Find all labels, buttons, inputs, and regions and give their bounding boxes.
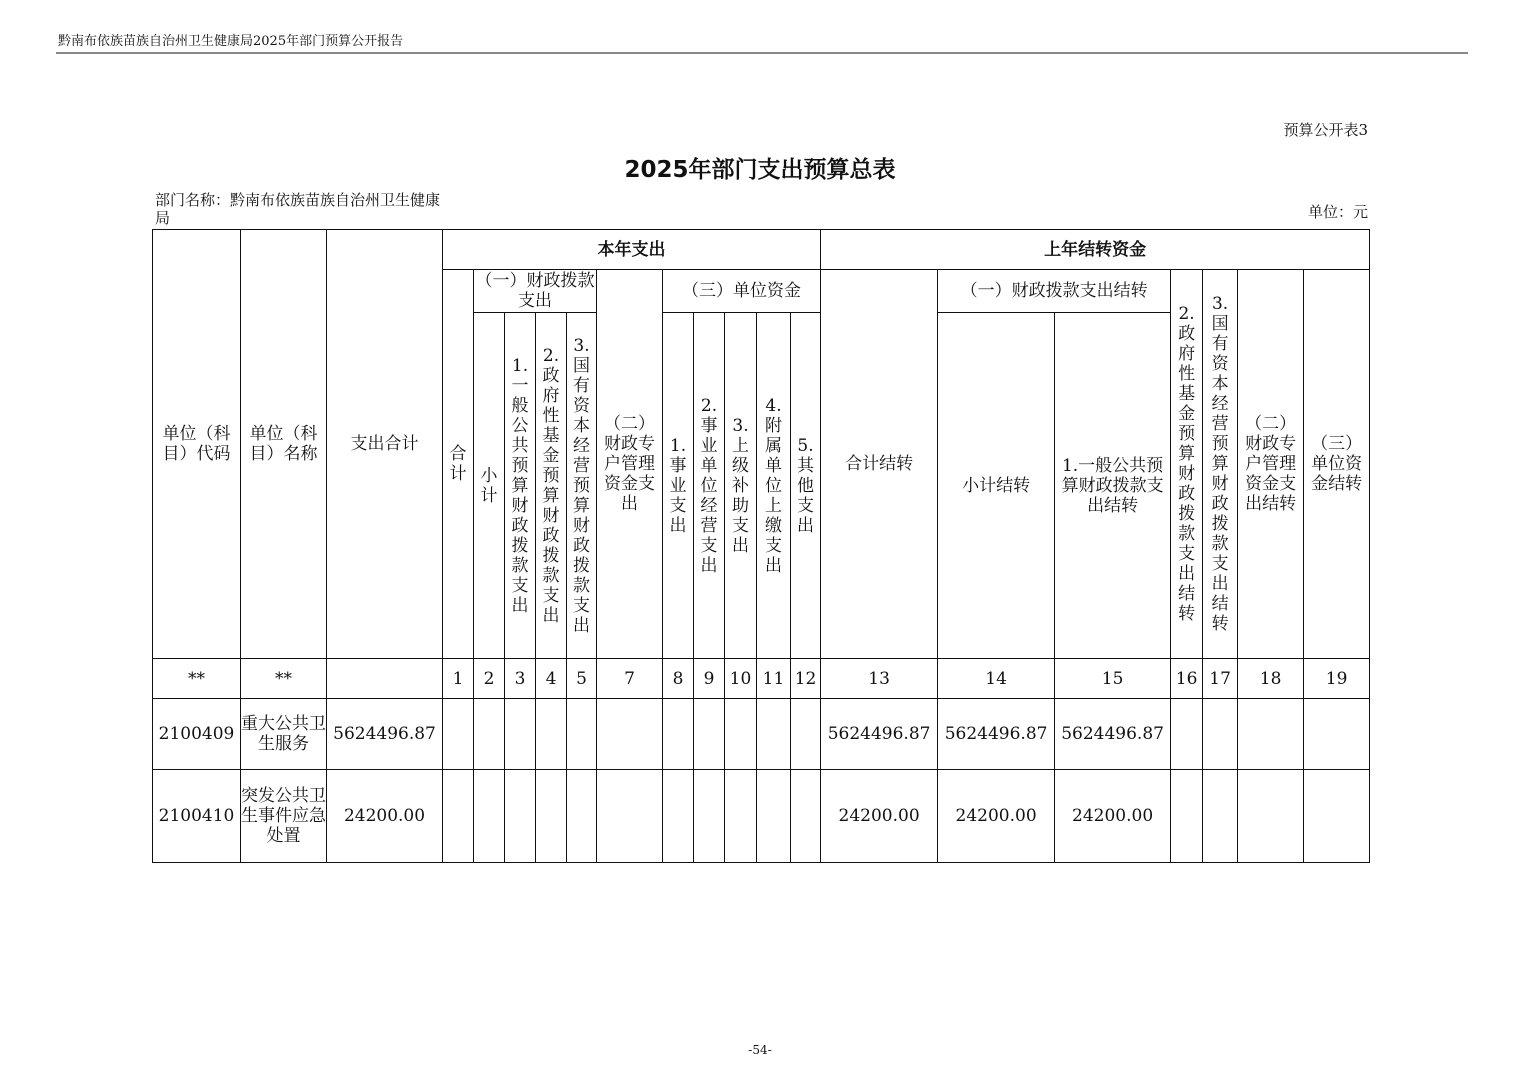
header-ty-unit: （三）单位资金 bbox=[663, 270, 821, 313]
header-u5: 5.其他支出 bbox=[791, 313, 821, 659]
header-u2: 2.事业单位经营支出 bbox=[694, 313, 725, 659]
department-name: 部门名称：黔南布依族苗族自治州卫生健康局 bbox=[155, 191, 441, 227]
index-cell: 4 bbox=[536, 659, 567, 699]
index-cell: 1 bbox=[443, 659, 474, 699]
index-cell: ** bbox=[241, 659, 327, 699]
header-ty-sub: 小计 bbox=[474, 313, 505, 659]
header-ly-gen: 1.一般公共预算财政拨款支出结转 bbox=[1055, 313, 1171, 659]
row-ly-sub: 5624496.87 bbox=[938, 699, 1055, 770]
page-title: 2025年部门支出预算总表 bbox=[624, 157, 896, 183]
index-cell: 3 bbox=[505, 659, 536, 699]
index-cell: 18 bbox=[1238, 659, 1304, 699]
index-cell: 12 bbox=[791, 659, 821, 699]
running-header: 黔南布依族苗族自治州卫生健康局2025年部门预算公开报告 bbox=[58, 34, 404, 49]
table-row bbox=[153, 699, 1370, 770]
row-total: 24200.00 bbox=[327, 770, 443, 863]
index-cell: 9 bbox=[694, 659, 725, 699]
header-u3: 3.上级补助支出 bbox=[725, 313, 757, 659]
header-total: 支出合计 bbox=[327, 230, 443, 659]
row-total: 5624496.87 bbox=[327, 699, 443, 770]
index-cell: 2 bbox=[474, 659, 505, 699]
index-cell: 5 bbox=[567, 659, 597, 699]
index-cell: ** bbox=[153, 659, 241, 699]
header-ty-gen: 1.一般公共预算财政拨款支出 bbox=[505, 313, 536, 659]
index-cell: 19 bbox=[1304, 659, 1370, 699]
header-ly-sub: 小计结转 bbox=[938, 313, 1055, 659]
header-this-year: 本年支出 bbox=[443, 230, 821, 270]
row-ly-gen: 24200.00 bbox=[1055, 770, 1171, 863]
row-ly-gen: 5624496.87 bbox=[1055, 699, 1171, 770]
header-ty-gov: 2.政府性基金预算财政拨款支出 bbox=[536, 313, 567, 659]
index-cell bbox=[327, 659, 443, 699]
row-ly-total: 5624496.87 bbox=[821, 699, 938, 770]
header-rule bbox=[56, 52, 1468, 54]
header-u4: 4.附属单位上缴支出 bbox=[757, 313, 791, 659]
index-cell: 8 bbox=[663, 659, 694, 699]
row-ly-total: 24200.00 bbox=[821, 770, 938, 863]
header-ly-soe: 3.国有资本经营预算财政拨款支出结转 bbox=[1203, 270, 1238, 659]
header-ty-fin: （一）财政拨款支出 bbox=[475, 271, 595, 311]
header-name: 单位（科目）名称 bbox=[241, 230, 327, 659]
index-cell: 14 bbox=[938, 659, 1055, 699]
row-code: 2100409 bbox=[153, 699, 241, 770]
index-cell: 17 bbox=[1203, 659, 1238, 699]
index-cell: 10 bbox=[725, 659, 757, 699]
header-code: 单位（科目）代码 bbox=[153, 230, 241, 659]
header-ty-total: 合计 bbox=[443, 270, 474, 659]
row-name: 突发公共卫生事件应急处置 bbox=[241, 770, 327, 863]
index-cell: 7 bbox=[597, 659, 663, 699]
index-cell: 16 bbox=[1171, 659, 1203, 699]
header-ly-gov: 2.政府性基金预算财政拨款支出结转 bbox=[1171, 270, 1203, 659]
unit-label: 单位：元 bbox=[1307, 203, 1368, 221]
header-ly-fin: （一）财政拨款支出结转 bbox=[938, 270, 1171, 313]
table-row bbox=[153, 770, 1370, 863]
index-cell: 11 bbox=[757, 659, 791, 699]
row-ly-sub: 24200.00 bbox=[938, 770, 1055, 863]
index-row bbox=[153, 659, 1370, 699]
row-code: 2100410 bbox=[153, 770, 241, 863]
header-ty-soe: 3.国有资本经营预算财政拨款支出 bbox=[567, 313, 597, 659]
header-ly-unit: （三）单位资金结转 bbox=[1304, 270, 1370, 659]
index-cell: 13 bbox=[821, 659, 938, 699]
page-number: -54- bbox=[748, 1043, 772, 1057]
row-name: 重大公共卫生服务 bbox=[241, 699, 327, 770]
header-ly-special: （二）财政专户管理资金支出结转 bbox=[1238, 270, 1304, 659]
header-last-year: 上年结转资金 bbox=[821, 230, 1370, 270]
budget-table bbox=[152, 229, 1370, 863]
index-cell: 15 bbox=[1055, 659, 1171, 699]
header-ty-special: （二）财政专户管理资金支出 bbox=[597, 270, 663, 659]
header-ly-total: 合计结转 bbox=[821, 270, 938, 659]
table-number: 预算公开表3 bbox=[1283, 121, 1368, 139]
header-u1: 1.事业支出 bbox=[663, 313, 694, 659]
